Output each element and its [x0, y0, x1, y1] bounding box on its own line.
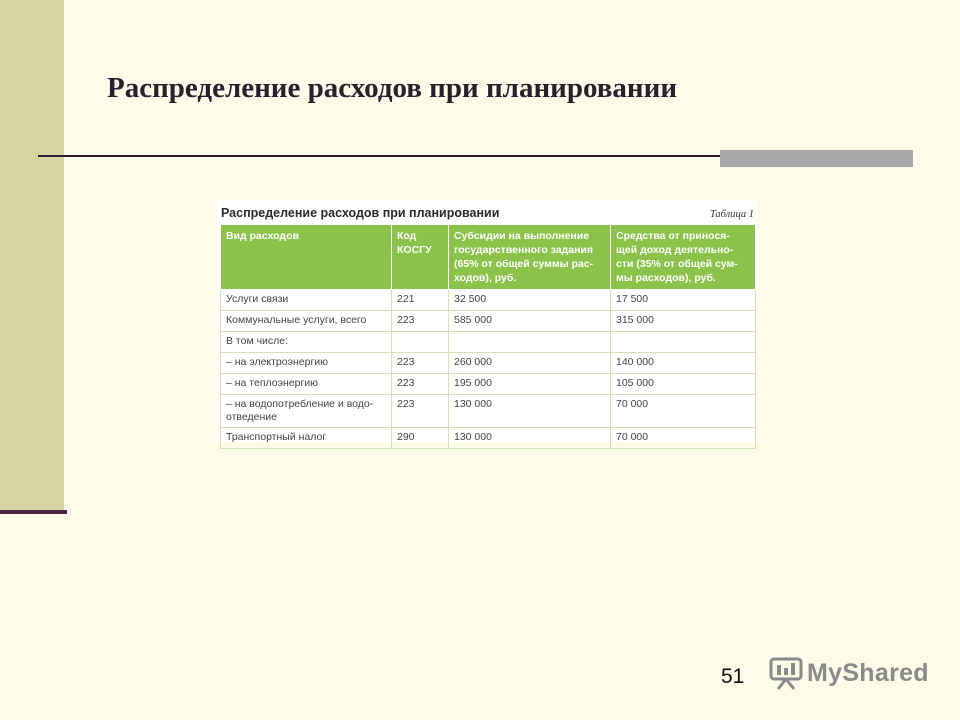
subsidy-amount-cell: [449, 332, 611, 353]
header-income-funds: Средства от принося- щей доход деятельно- сти (35% от общей сум- мы расходов), руб.: [611, 225, 756, 290]
presentation-board-icon: [768, 655, 804, 691]
subsidy-amount-cell: 585 000: [449, 311, 611, 332]
title-accent-bar: [720, 150, 913, 167]
kosgu-code-cell: 223: [392, 374, 449, 395]
expense-type-cell: – на теплоэнергию: [221, 374, 392, 395]
subsidy-amount-cell: 260 000: [449, 353, 611, 374]
kosgu-code-cell: 223: [392, 395, 449, 428]
table-header-row: [221, 225, 756, 290]
income-amount-cell: 70 000: [611, 428, 756, 449]
side-decor-band: [0, 0, 64, 512]
income-amount-cell: 17 500: [611, 290, 756, 311]
watermark-text: MyShared: [807, 658, 929, 687]
kosgu-code-cell: 290: [392, 428, 449, 449]
kosgu-code-cell: [392, 332, 449, 353]
side-decor-rule: [0, 510, 67, 514]
table-row: [221, 332, 756, 353]
table-body: [221, 290, 756, 449]
expense-table: [220, 224, 756, 449]
table-tag: Таблица 1: [709, 209, 754, 220]
subsidy-amount-cell: 130 000: [449, 428, 611, 449]
income-amount-cell: 70 000: [611, 395, 756, 428]
expense-type-cell: – на водопотребление и водо- отведение: [221, 395, 392, 428]
expense-type-cell: В том числе:: [221, 332, 392, 353]
subsidy-amount-cell: 195 000: [449, 374, 611, 395]
table-row: [221, 395, 756, 428]
table-image: [217, 200, 758, 442]
slide-title: Распределение расходов при планировании: [107, 72, 678, 104]
myshared-logo: [768, 655, 929, 691]
header-subsidy: Субсидии на выполнение государственного задания (65% от общей суммы рас- ходов), руб.: [449, 225, 611, 290]
subsidy-amount-cell: 130 000: [449, 395, 611, 428]
income-amount-cell: 140 000: [611, 353, 756, 374]
income-amount-cell: [611, 332, 756, 353]
page-number: 51: [721, 665, 745, 688]
kosgu-code-cell: 223: [392, 353, 449, 374]
header-expense-type: Вид расходов: [221, 225, 392, 290]
table-row: [221, 311, 756, 332]
table-row: [221, 374, 756, 395]
subsidy-amount-cell: 32 500: [449, 290, 611, 311]
income-amount-cell: 105 000: [611, 374, 756, 395]
header-kosgu-code: Код КОСГУ: [392, 225, 449, 290]
expense-type-cell: Коммунальные услуги, всего: [221, 311, 392, 332]
table-row: [221, 290, 756, 311]
table-row: [221, 428, 756, 449]
kosgu-code-cell: 221: [392, 290, 449, 311]
expense-type-cell: Транспортный налог: [221, 428, 392, 449]
expense-type-cell: – на электроэнергию: [221, 353, 392, 374]
income-amount-cell: 315 000: [611, 311, 756, 332]
kosgu-code-cell: 223: [392, 311, 449, 332]
expense-type-cell: Услуги связи: [221, 290, 392, 311]
table-caption: Распределение расходов при планировании: [221, 206, 500, 220]
table-row: [221, 353, 756, 374]
